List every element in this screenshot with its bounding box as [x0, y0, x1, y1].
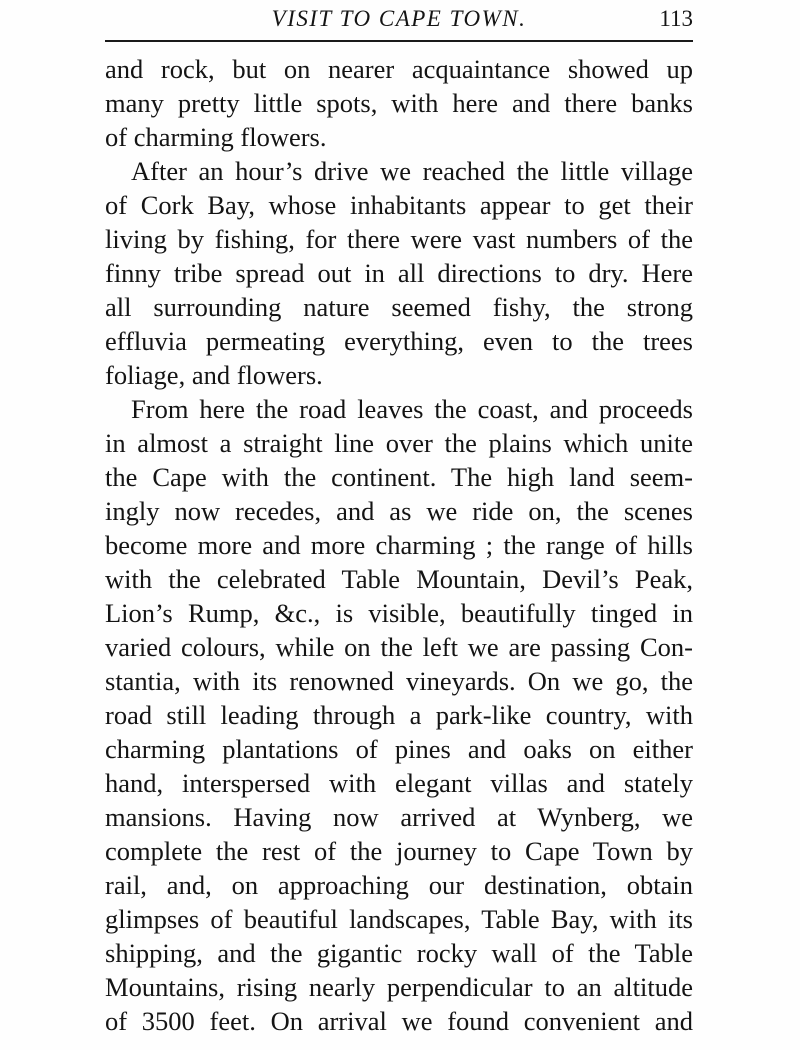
text-line: charming plantations of pines and oaks on either: [105, 734, 693, 764]
page-number: 113: [659, 6, 693, 31]
text-line: foliage, and flowers.: [105, 360, 323, 390]
text-line: in almost a straight line over the plains which unite: [105, 428, 693, 458]
text-line: hand, interspersed with elegant villas and stately: [105, 768, 693, 798]
text-line: shipping, and the gigantic rocky wall of the Table: [105, 938, 693, 968]
text-line: effluvia permeating everything, even to the trees: [105, 326, 693, 356]
running-head: VISIT TO CAPE TOWN.: [271, 6, 527, 31]
text-line: living by fishing, for there were vast numbers of the: [105, 224, 693, 254]
body-text: [105, 52, 693, 1038]
text-line: complete the rest of the journey to Cape Town by: [105, 836, 693, 866]
text-line: of 3500 feet. On arrival we found convenient and: [105, 1006, 693, 1036]
text-line: Lion’s Rump, &c., is visible, beautifully tinged in: [105, 598, 693, 628]
text-line: and rock, but on nearer acquaintance showed up: [105, 54, 693, 84]
text-line: ingly now recedes, and as we ride on, the scenes: [105, 496, 693, 526]
text-line: road still leading through a park-like country, with: [105, 700, 693, 730]
text-line: rail, and, on approaching our destination, obtain: [105, 870, 693, 900]
text-line: After an hour’s drive we reached the little village: [131, 156, 693, 186]
text-line: varied colours, while on the left we are passing Con-: [105, 632, 693, 662]
text-line: many pretty little spots, with here and there banks: [105, 88, 693, 118]
text-line: From here the road leaves the coast, and proceeds: [131, 394, 693, 424]
text-line: the Cape with the continent. The high land seem-: [105, 462, 693, 492]
text-line: glimpses of beautiful landscapes, Table Bay, with its: [105, 904, 693, 934]
page-header: [105, 4, 693, 34]
text-line: become more and more charming ; the range of hills: [105, 530, 693, 560]
header-rule: [105, 40, 693, 42]
text-line: mansions. Having now arrived at Wynberg, we: [105, 802, 693, 832]
text-line: of charming flowers.: [105, 122, 327, 152]
text-line: with the celebrated Table Mountain, Devil’s Peak,: [105, 564, 693, 594]
text-line: of Cork Bay, whose inhabitants appear to get their: [105, 190, 693, 220]
text-line: finny tribe spread out in all directions to dry. Here: [105, 258, 693, 288]
text-line: Mountains, rising nearly perpendicular to an altitude: [105, 972, 693, 1002]
text-line: all surrounding nature seemed fishy, the strong: [105, 292, 693, 322]
text-line: stantia, with its renowned vineyards. On we go, the: [105, 666, 693, 696]
